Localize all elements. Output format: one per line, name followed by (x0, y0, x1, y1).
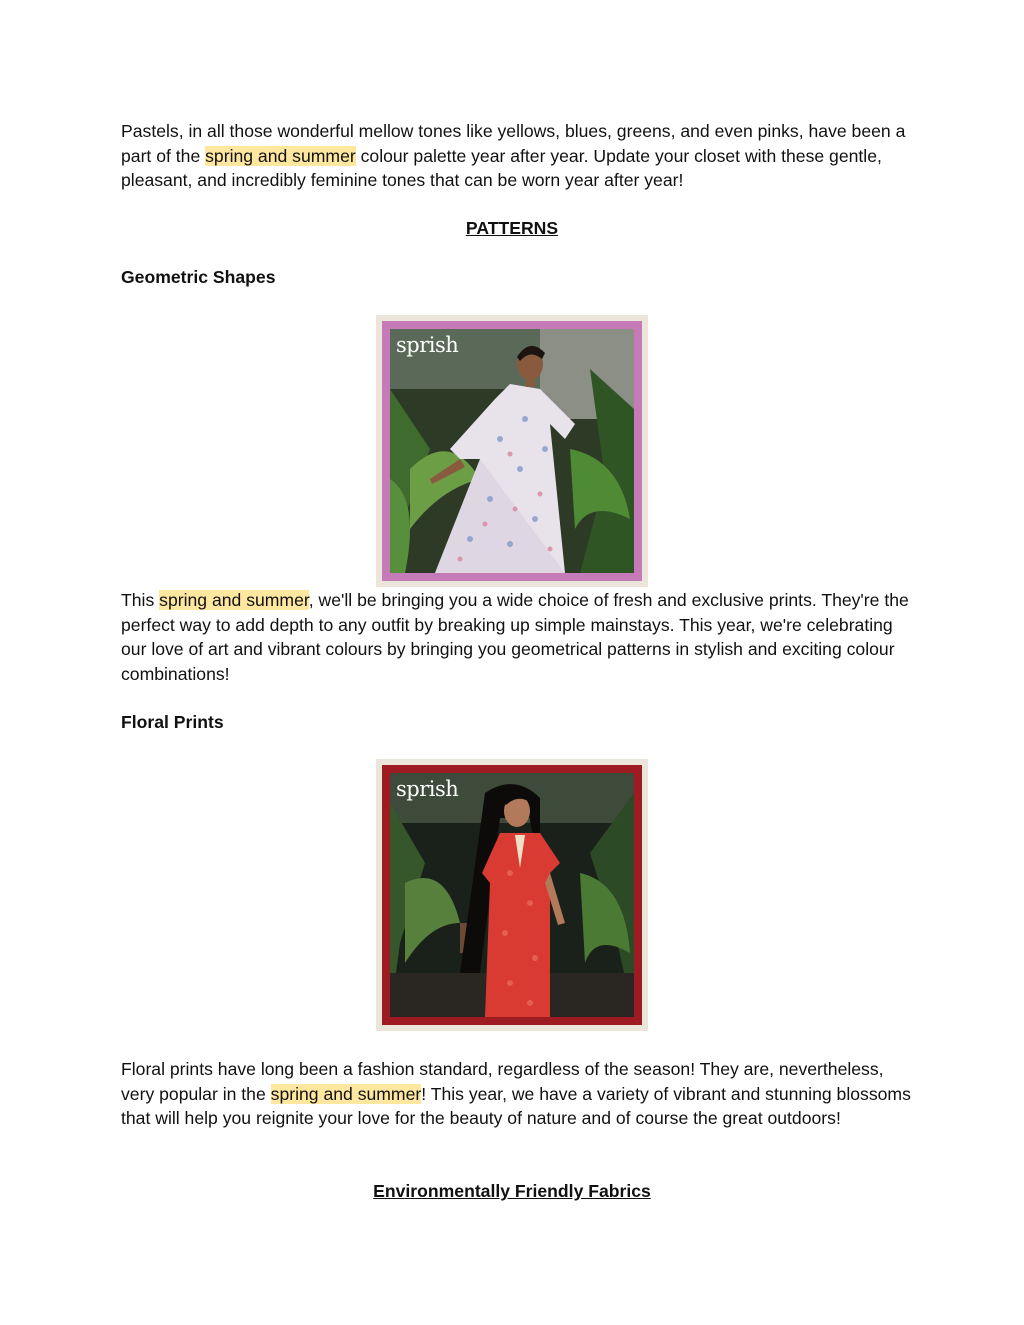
floral-highlight: spring and summer (270, 1083, 422, 1104)
model-in-red-dress-illustration (390, 773, 634, 1017)
photo-scene (390, 329, 634, 573)
geometric-text-end: , we'll be bringing you a wide choice of fresh and exclusive prints. They're the perfect way to add depth to any outfit by breaking up simple mainstays. This year, we're celebrating our love of art and vibrant colours by bringing you geometrical patterns in stylish and exciting colour combinations! (121, 590, 909, 684)
geometric-text-start: This (121, 590, 160, 610)
floral-paragraph (121, 1057, 911, 1131)
intro-paragraph (121, 119, 911, 193)
model-in-print-dress-illustration (390, 329, 634, 573)
photo-scene (390, 773, 634, 1017)
photo-frame-border (382, 765, 642, 1025)
floral-text-start: Floral prints have long been a fashion standard, regardless of the season! They are, nevertheless, very popular in the (121, 1059, 884, 1104)
intro-highlight: spring and summer (205, 145, 356, 166)
photo-frame-border (382, 321, 642, 581)
floral-print-photo (376, 759, 648, 1031)
geometric-paragraph (121, 588, 911, 686)
floral-text-end: ! This year, we have a variety of vibrant and stunning blossoms that will help you reignite your love for the beauty of nature and of course the great outdoors! (121, 1083, 911, 1128)
intro-text-start: Pastels, in all those wonderful mellow tones like yellows, blues, greens, and even pinks, have been a part of the (121, 121, 906, 166)
eco-fabrics-heading: Environmentally Friendly Fabrics (373, 1181, 651, 1201)
patterns-heading: PATTERNS (465, 218, 559, 238)
sprish-logo: sprish (396, 333, 459, 357)
geometric-shapes-heading: Geometric Shapes (121, 267, 276, 287)
geometric-highlight: spring and summer (159, 590, 309, 610)
geometric-print-photo (376, 315, 648, 587)
sprish-logo: sprish (396, 777, 459, 801)
intro-text-end: colour palette year after year. Update your closet with these gentle, pleasant, and incredibly feminine tones that can be worn year after year! (121, 145, 882, 190)
floral-prints-heading: Floral Prints (121, 712, 224, 732)
